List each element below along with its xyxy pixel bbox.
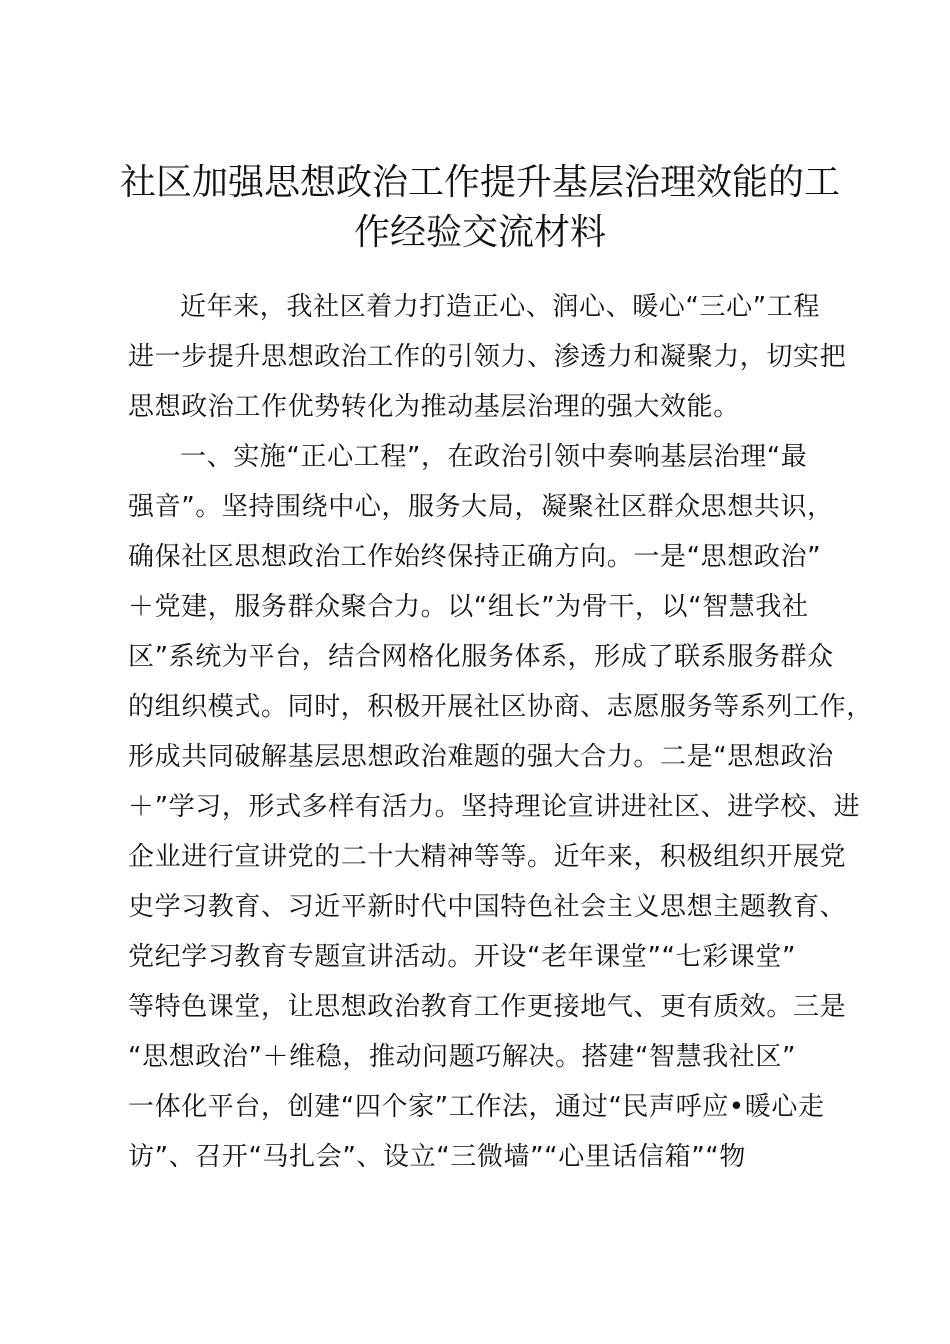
title-line-2: 作经验交流材料 [353, 212, 606, 253]
document-title [110, 158, 850, 258]
paragraph-line: 史学习教育、习近平新时代中国特色社会主义思想主题教育、 [128, 892, 847, 922]
paragraph-line: 企业进行宣讲党的二十大精神等等。近年来，积极组织开展党 [128, 842, 847, 872]
paragraph-line: ＋党建，服务群众聚合力。以“组长”为骨干，以“智慧我社 [128, 592, 809, 622]
paragraph-line: 近年来，我社区着力打造正心、润心、暖心“三心”工程 [180, 292, 820, 322]
paragraph-line: 确保社区思想政治工作始终保持正确方向。一是“思想政治” [128, 542, 822, 572]
paragraph-line: 一、实施“正心工程”，在政治引领中奏响基层治理“最 [180, 442, 808, 472]
paragraph-line: ＋”学习，形式多样有活力。坚持理论宣讲进社区、进学校、进 [128, 792, 861, 822]
paragraph-line: 等特色课堂，让思想政治教育工作更接地气、更有质效。三是 [128, 992, 847, 1022]
paragraph-line: 访”、召开“马扎会”、设立“三微墙”“心里话信箱”“物 [128, 1142, 746, 1172]
paragraph-line: 强音”。坚持围绕中心，服务大局，凝聚社区群众思想共识， [128, 492, 834, 522]
paragraph-line: “思想政治”＋维稳，推动问题巧解决。搭建“智慧我社区” [128, 1042, 797, 1072]
paragraph-line: 思想政治工作优势转化为推动基层治理的强大效能。 [128, 392, 740, 422]
paragraph-line: 的组织模式。同时，积极开展社区协商、志愿服务等系列工作， [128, 692, 873, 722]
paragraph-line: 形成共同破解基层思想政治难题的强大合力。二是“思想政治 [128, 742, 834, 772]
paragraph-line: 一体化平台，创建“四个家”工作法，通过“民声呼应•暖心走 [128, 1092, 825, 1122]
title-line-1: 社区加强思想政治工作提升基层治理效能的工 [119, 162, 840, 203]
document-body [128, 282, 873, 1182]
paragraph-line: 党纪学习教育专题宣讲活动。开设“老年课堂”“七彩课堂” [128, 942, 797, 972]
paragraph-line: 进一步提升思想政治工作的引领力、渗透力和凝聚力，切实把 [128, 342, 847, 372]
paragraph-line: 区”系统为平台，结合网格化服务体系，形成了联系服务群众 [128, 642, 834, 672]
